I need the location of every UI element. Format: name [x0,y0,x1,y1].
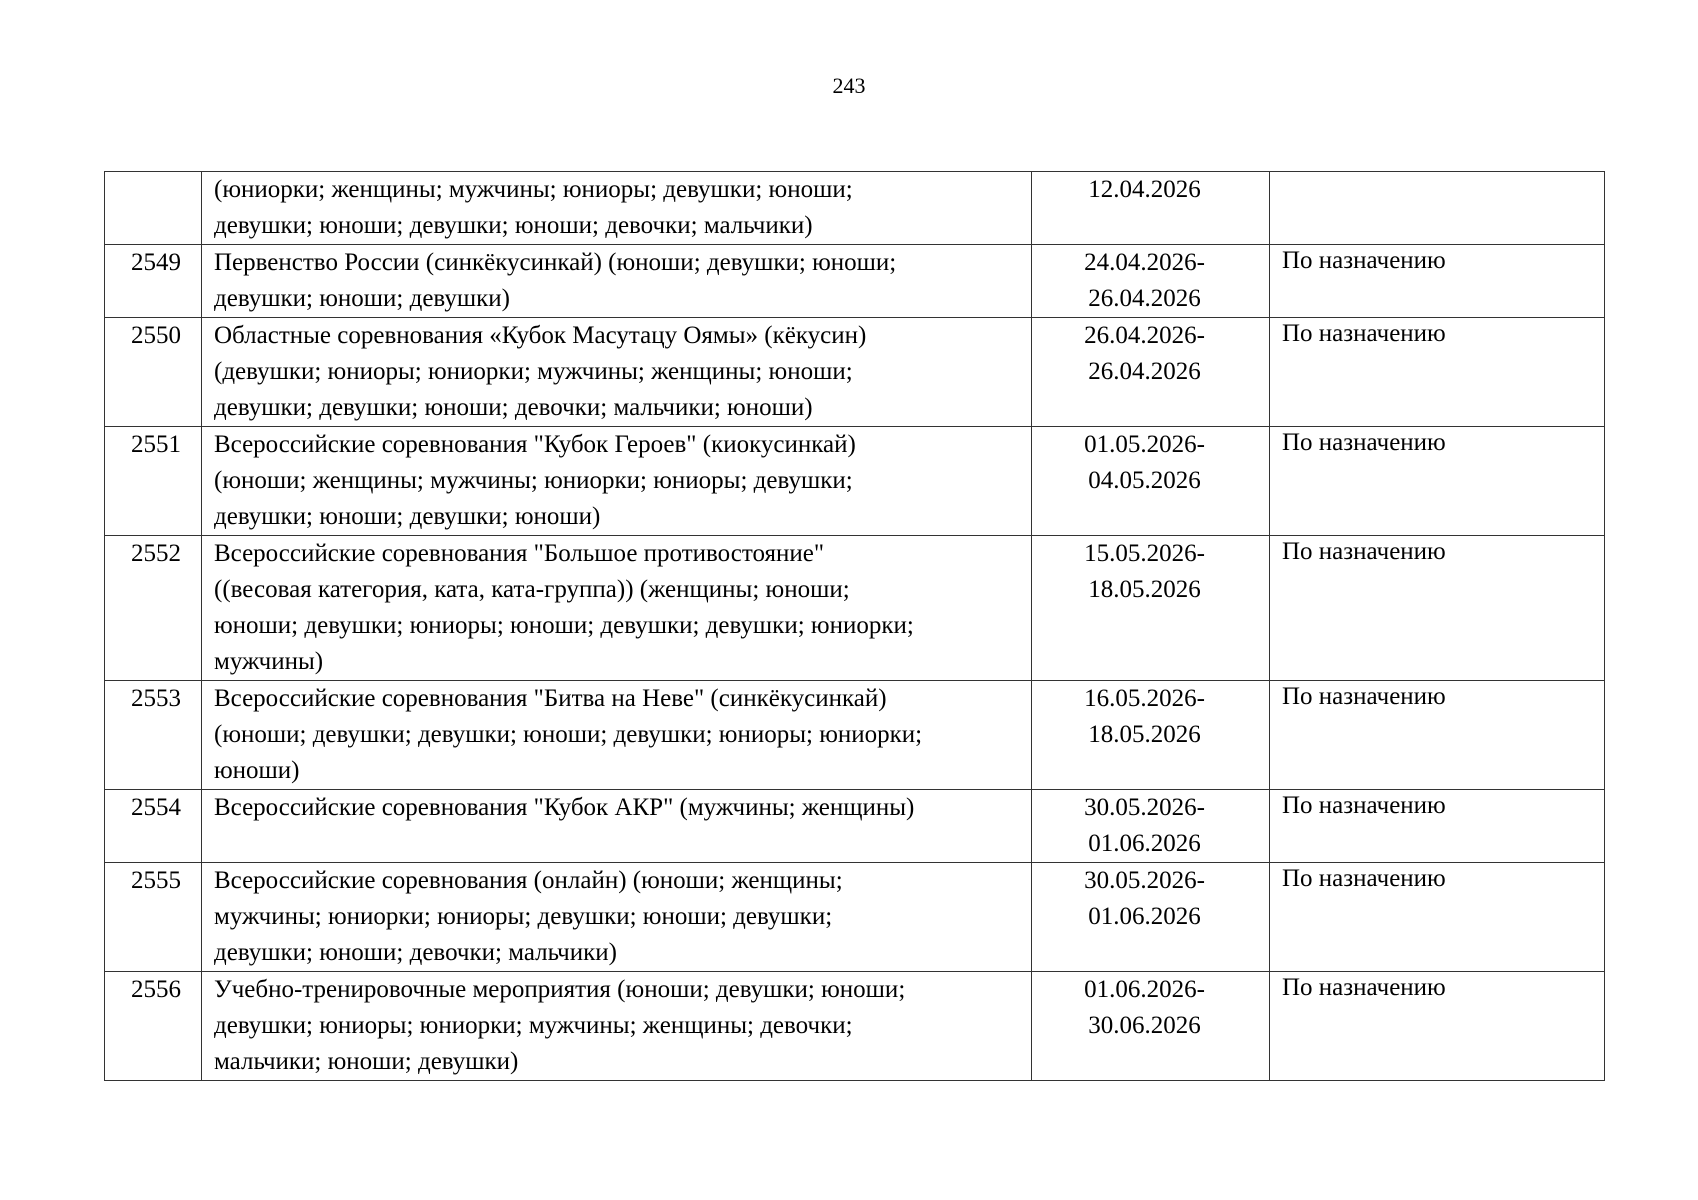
event-dates [1032,536,1270,681]
table-row [105,245,1605,318]
event-name-line: девушки; юноши; девочки; мальчики) [214,939,617,966]
events-table-body [105,172,1605,1081]
event-name-line: юноши) [214,757,300,784]
table-row [105,863,1605,972]
event-date-line: 01.06.2026 [1088,903,1201,930]
event-name-line: (юноши; женщины; мужчины; юниорки; юниоры; девушки; [214,467,853,494]
event-number: 2553 [105,681,202,790]
event-dates [1032,972,1270,1081]
event-place: По назначению [1270,972,1605,1081]
event-name-line: мальчики; юноши; девушки) [214,1048,519,1075]
event-name-line: Всероссийские соревнования "Кубок АКР" (мужчины; женщины) [214,794,915,821]
event-name-line: Всероссийские соревнования "Большое противостояние" [214,540,825,567]
events-table [104,171,1605,1081]
event-name-line: (девушки; юниоры; юниорки; мужчины; женщины; юноши; [214,358,853,385]
event-date-line: 30.06.2026 [1088,1012,1201,1039]
event-number: 2556 [105,972,202,1081]
event-name-line: девушки; юноши; девушки) [214,285,510,312]
event-date-line: 26.04.2026- [1084,322,1205,349]
event-date-line: 16.05.2026- [1084,685,1205,712]
table-row [105,681,1605,790]
event-date-line: 04.05.2026 [1088,467,1201,494]
table-row [105,536,1605,681]
event-name-line: девушки; юноши; девушки; юноши) [214,503,601,530]
event-name-line: Всероссийские соревнования "Кубок Героев" (киокусинкай) [214,431,856,458]
event-name-line: Всероссийские соревнования "Битва на Неве" (синкёкусинкай) [214,685,887,712]
table-row [105,790,1605,863]
event-date-line: 01.06.2026 [1088,830,1201,857]
event-name-line: (юноши; девушки; девушки; юноши; девушки; юниоры; юниорки; [214,721,923,748]
table-row [105,972,1605,1081]
event-number: 2551 [105,427,202,536]
event-number: 2554 [105,790,202,863]
event-name-line: Учебно-тренировочные мероприятия (юноши; девушки; юноши; [214,976,906,1003]
event-number: 2549 [105,245,202,318]
event-name [202,318,1032,427]
event-place: По назначению [1270,427,1605,536]
event-name-line: девушки; девушки; юноши; девочки; мальчики; юноши) [214,394,813,421]
event-place: По назначению [1270,790,1605,863]
event-name-line: мужчины; юниорки; юниоры; девушки; юноши; девушки; [214,903,833,930]
event-name-line: Первенство России (синкёкусинкай) (юноши; девушки; юноши; [214,249,897,276]
event-dates [1032,427,1270,536]
event-date-line: 15.05.2026- [1084,540,1205,567]
event-dates [1032,681,1270,790]
event-date-line: 18.05.2026 [1088,721,1201,748]
event-date-line: 01.05.2026- [1084,431,1205,458]
event-date-line: 12.04.2026 [1088,176,1201,203]
table-row [105,172,1605,245]
event-date-line: 30.05.2026- [1084,867,1205,894]
event-dates [1032,318,1270,427]
page-number: 243 [832,73,866,98]
table-row [105,427,1605,536]
event-place: По назначению [1270,863,1605,972]
event-place: По назначению [1270,318,1605,427]
event-name [202,536,1032,681]
event-date-line: 26.04.2026 [1088,358,1201,385]
event-date-line: 18.05.2026 [1088,576,1201,603]
event-name-line: мужчины) [214,648,324,675]
event-dates [1032,790,1270,863]
event-name [202,863,1032,972]
event-dates [1032,245,1270,318]
event-dates [1032,172,1270,245]
event-name-line: (юниорки; женщины; мужчины; юниоры; девушки; юноши; [214,176,853,203]
event-place: По назначению [1270,245,1605,318]
event-name-line: ((весовая категория, ката, ката-группа)) (женщины; юноши; [214,576,850,603]
event-name [202,245,1032,318]
event-name-line: девушки; юниоры; юниорки; мужчины; женщины; девочки; [214,1012,853,1039]
event-number: 2550 [105,318,202,427]
event-number [105,172,202,245]
event-date-line: 24.04.2026- [1084,249,1205,276]
table-row [105,318,1605,427]
event-name-line: юноши; девушки; юниоры; юноши; девушки; девушки; юниорки; [214,612,914,639]
event-date-line: 01.06.2026- [1084,976,1205,1003]
event-number: 2555 [105,863,202,972]
event-name [202,790,1032,863]
event-dates [1032,863,1270,972]
event-name [202,172,1032,245]
event-place [1270,172,1605,245]
event-place: По назначению [1270,536,1605,681]
event-name [202,972,1032,1081]
event-name-line: Всероссийские соревнования (онлайн) (юноши; женщины; [214,867,843,894]
event-number: 2552 [105,536,202,681]
event-date-line: 30.05.2026- [1084,794,1205,821]
event-name-line: Областные соревнования «Кубок Масутацу Оямы» (кёкусин) [214,322,867,349]
event-name [202,427,1032,536]
event-name [202,681,1032,790]
event-name-line: девушки; юноши; девушки; юноши; девочки; мальчики) [214,212,813,239]
event-place: По назначению [1270,681,1605,790]
event-date-line: 26.04.2026 [1088,285,1201,312]
